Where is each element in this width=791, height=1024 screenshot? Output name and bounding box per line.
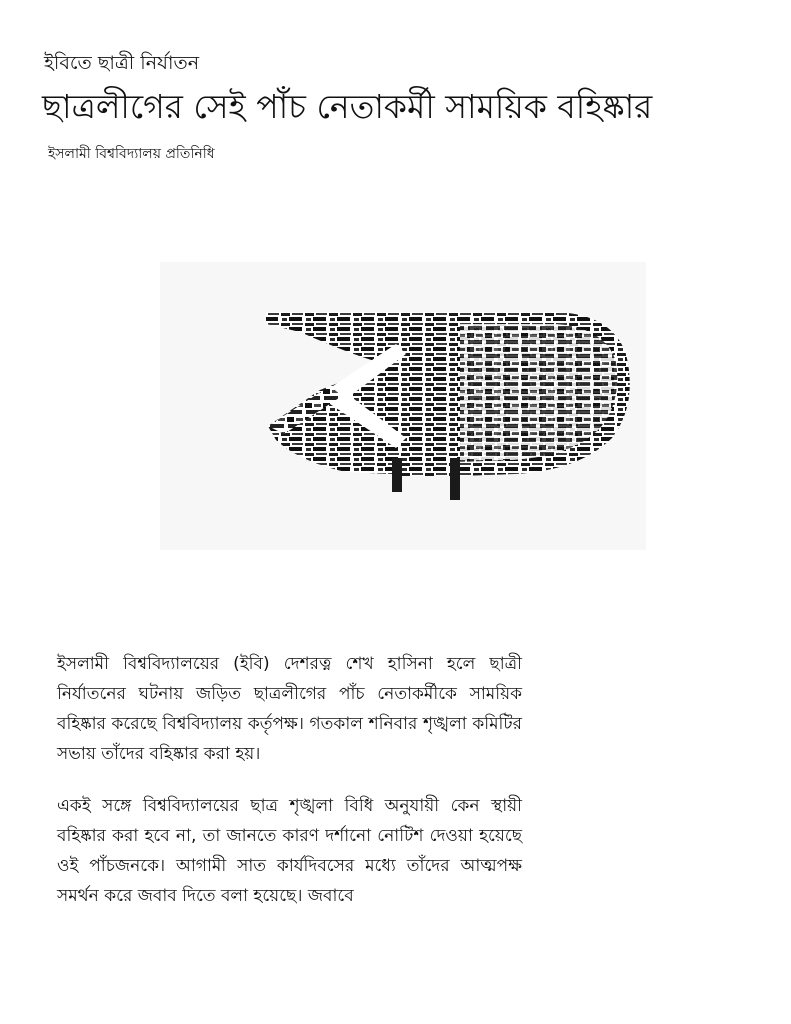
newspaper-logo-image xyxy=(160,262,646,550)
typographic-logo-icon xyxy=(160,262,646,550)
article-paragraph: একই সঙ্গে বিশ্ববিদ্যালয়ের ছাত্র শৃঙ্খলা বিধি অনুযায়ী কেন স্থায়ী বহিষ্কার করা হবে না, তা জানতে কারণ দর্শানো নোটিশ দেওয়া হয়েছে ওই পাঁচজনকে। আগামী সাত কার্যদিবসের মধ্যে তাঁদের আত্মপক্ষ সমর্থন করে জবাব দিতে বলা হয়েছে। জবাবে xyxy=(57,796,522,906)
article-headline: ছাত্রলীগের সেই পাঁচ নেতাকর্মী সাময়িক বহিষ্কার xyxy=(42,87,653,126)
article-byline: ইসলামী বিশ্ববিদ্যালয় প্রতিনিধি xyxy=(48,146,215,162)
article-kicker: ইবিতে ছাত্রী নির্যাতন xyxy=(44,52,200,74)
article-paragraph: ইসলামী বিশ্ববিদ্যালয়ের (ইবি) দেশরত্ন শেখ হাসিনা হলে ছাত্রী নির্যাতনের ঘটনায় জড়িত ছাত্রলীগের পাঁচ নেতাকর্মীকে সাময়িক বহিষ্কার করেছে বিশ্ববিদ্যালয় কর্তৃপক্ষ। গতকাল শনিবার শৃঙ্খলা কমিটির সভায় তাঁদের বহিষ্কার করা হয়। xyxy=(57,654,522,764)
article-body xyxy=(57,649,522,933)
